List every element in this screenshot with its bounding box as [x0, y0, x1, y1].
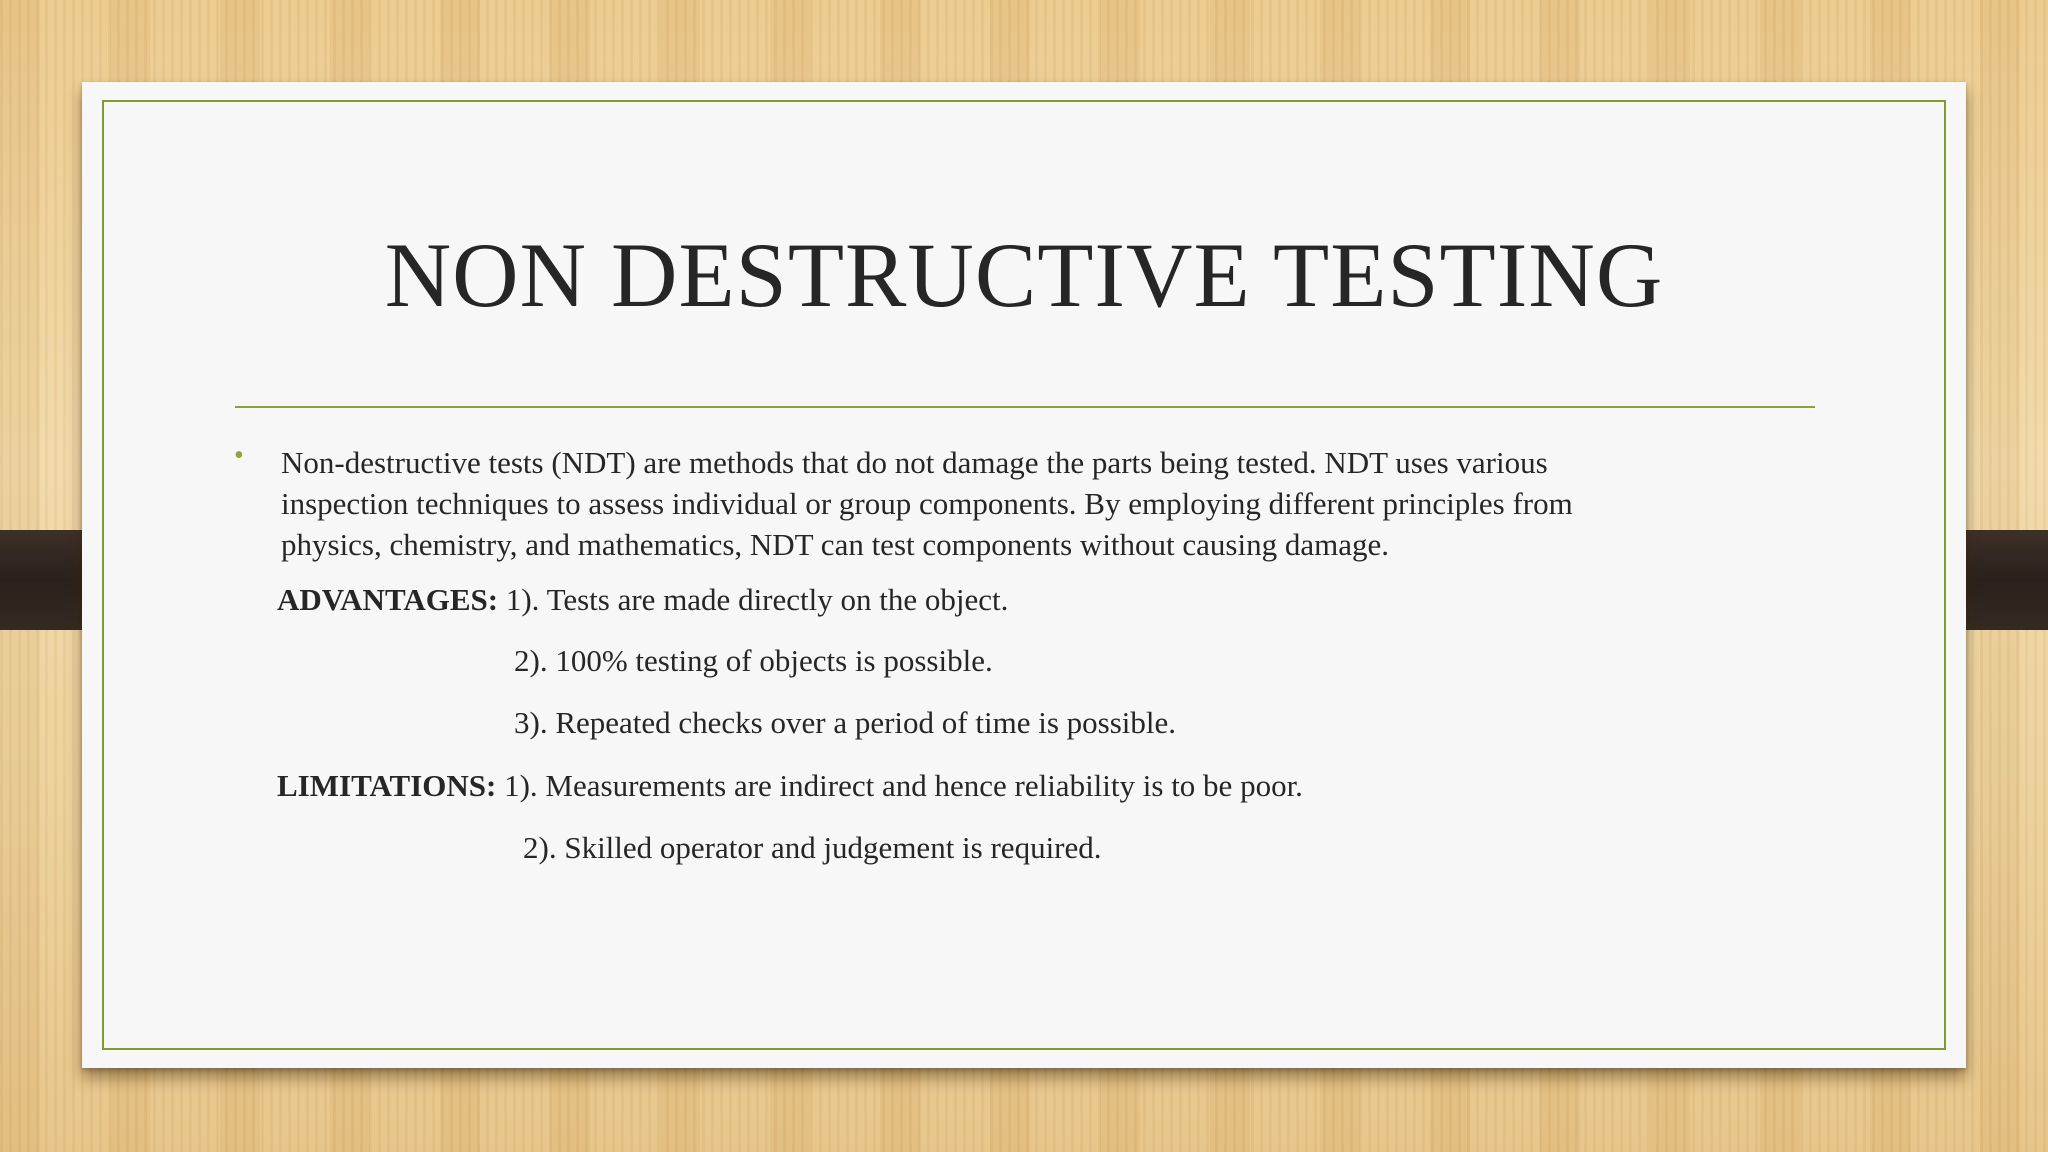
advantages-label: ADVANTAGES: — [277, 582, 499, 617]
intro-paragraph — [281, 442, 1781, 565]
title-divider — [235, 406, 1815, 408]
limitations-row-1 — [277, 768, 1303, 804]
advantage-item: 1). Tests are made directly on the object. — [505, 582, 1009, 617]
intro-line: Non-destructive tests (NDT) are methods that do not damage the parts being tested. NDT uses various — [281, 445, 1548, 480]
intro-line: inspection techniques to assess individual or group components. By employing different principles from — [281, 486, 1573, 521]
advantages-row-3 — [514, 705, 1176, 741]
advantages-row-2 — [514, 643, 993, 679]
limitation-item: 2). Skilled operator and judgement is required. — [523, 830, 1102, 865]
slide-title: NON DESTRUCTIVE TESTING — [384, 224, 1664, 326]
intro-line: physics, chemistry, and mathematics, NDT can test components without causing damage. — [281, 527, 1389, 562]
slide — [82, 82, 1966, 1068]
advantage-item: 3). Repeated checks over a period of time is possible. — [514, 705, 1176, 740]
advantages-row-1 — [277, 582, 1008, 618]
bullet-icon: • — [234, 440, 244, 471]
limitation-item: 1). Measurements are indirect and hence reliability is to be poor. — [504, 768, 1303, 803]
limitations-row-2 — [523, 830, 1102, 866]
advantage-item: 2). 100% testing of objects is possible. — [514, 643, 993, 678]
limitations-label: LIMITATIONS: — [277, 768, 497, 803]
